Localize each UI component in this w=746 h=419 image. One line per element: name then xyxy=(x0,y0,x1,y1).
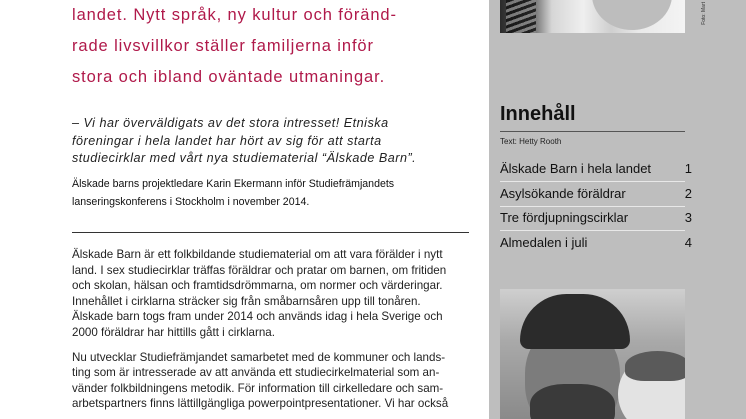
caption-line: lanseringskonferens i Stockholm i november 2014. xyxy=(72,196,310,208)
intro-line: rade livsvillkor ställer familjerna inför xyxy=(72,37,374,55)
body-line: Älskade Barn är ett folkbildande studiematerial om att vara förälder i nytt xyxy=(72,248,443,261)
body-line: vänder folkbildningens metodik. För information till cirkelledare och sam- xyxy=(72,381,444,395)
toc-item-asylsokande[interactable] xyxy=(500,184,692,209)
bottom-photo xyxy=(500,289,685,419)
body-line: land. I sex studiecirklar träffas föräldrar och pratar om barnen, om fritiden xyxy=(72,263,447,277)
body-line: Älskade barn togs fram under 2014 och används idag i hela Sverige och xyxy=(72,310,443,324)
toc-item-label: Almedalen i juli xyxy=(500,235,588,251)
caption-line: Älskade barns projektledare Karin Ekermann inför Studiefrämjandets xyxy=(72,178,395,190)
intro-text xyxy=(72,0,472,93)
table-of-contents xyxy=(500,159,692,258)
toc-item-label: Tre fördjupningscirklar xyxy=(500,210,629,226)
photo-adult-beard xyxy=(530,384,615,419)
quote-attribution xyxy=(72,175,472,211)
toc-item-label: Älskade Barn i hela landet xyxy=(500,161,652,176)
toc-item-page: 2 xyxy=(684,185,692,201)
sidebar xyxy=(489,0,746,419)
quote-line: föreningar i hela landet har hört av sig för att starta xyxy=(72,133,382,148)
body-line: Nu utvecklar Studiefrämjandet samarbetet med de kommuner och lands- xyxy=(72,350,446,364)
toc-item-fordjupning[interactable] xyxy=(500,208,692,233)
body-text xyxy=(72,247,472,412)
toc-item-page: 4 xyxy=(684,235,692,251)
body-line: och skolan, hälsan och framtidsdrömmarna, om normer och värderingar. xyxy=(72,279,443,293)
toc-item-page: 1 xyxy=(684,161,692,176)
quote-line: – Vi har överväldigats av det stora intresset! Etniska xyxy=(72,116,389,130)
top-photo xyxy=(500,0,685,33)
photo-credit: Foto: Mart xyxy=(701,2,707,25)
toc-item-rule xyxy=(500,206,685,207)
section-divider xyxy=(72,232,469,233)
photo-adult-hair xyxy=(520,294,630,349)
body-line: ting som är intresserade av att använda ett studiecirkelmaterial som an- xyxy=(72,366,440,380)
toc-item-almedalen[interactable] xyxy=(500,233,692,258)
quote-line: studiecirklar med vårt nya studiematerial “Älskade Barn”. xyxy=(72,151,417,165)
body-line: Innehållet i cirklarna sträcker sig från småbarnsåren upp till tonåren. xyxy=(72,294,421,308)
body-line: 2000 föräldrar har hittills gått i cirklarna. xyxy=(72,325,275,339)
toc-item-page: 3 xyxy=(684,210,692,226)
photo-child-hair xyxy=(625,351,685,381)
toc-title-rule xyxy=(500,131,685,132)
pull-quote xyxy=(72,115,472,168)
toc-item-rule xyxy=(500,181,685,182)
paragraph-gap xyxy=(72,341,472,350)
film-strip-graphic xyxy=(506,0,536,33)
toc-title: Innehåll xyxy=(500,103,576,125)
intro-line: landet. Nytt språk, ny kultur och föränd- xyxy=(72,6,397,24)
intro-line: stora och ibland oväntade utmaningar. xyxy=(72,68,386,86)
photo-subject xyxy=(592,0,672,30)
toc-item-alskade-barn[interactable] xyxy=(500,159,692,184)
body-line: arbetspartners finns lättillgängliga powerpointpresentationer. Vi har också xyxy=(72,397,449,411)
toc-item-label: Asylsökande föräldrar xyxy=(500,185,626,201)
toc-item-rule xyxy=(500,230,685,231)
toc-author: Text: Hetty Rooth xyxy=(500,137,562,146)
